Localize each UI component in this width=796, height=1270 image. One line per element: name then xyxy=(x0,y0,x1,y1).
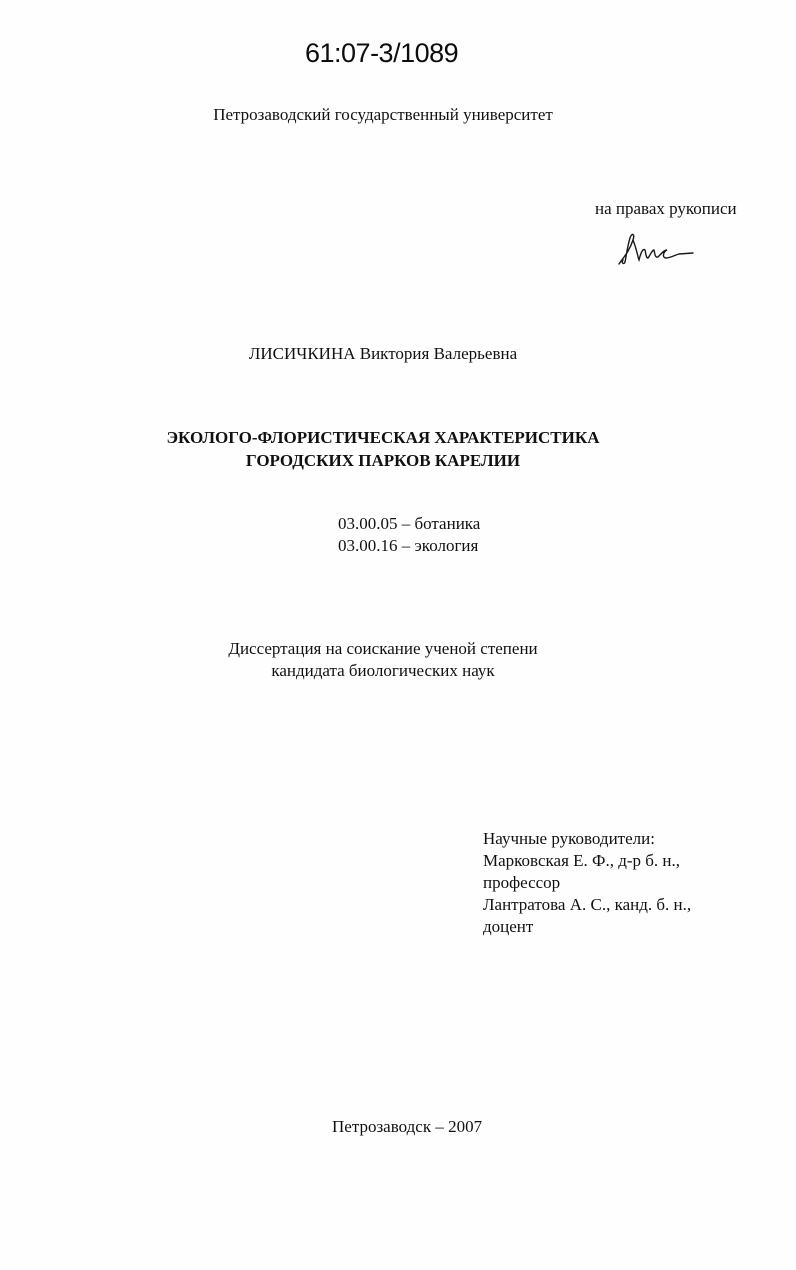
degree-line: Диссертация на соискание ученой степени xyxy=(228,639,538,658)
city-and-year: Петрозаводск – 2007 xyxy=(332,1117,483,1136)
supervisor-line: доцент xyxy=(483,917,534,936)
title-line: ЭКОЛОГО-ФЛОРИСТИЧЕСКАЯ ХАРАКТЕРИСТИКА xyxy=(166,428,600,447)
degree-line: кандидата биологических наук xyxy=(271,661,495,680)
specialty-codes xyxy=(338,513,480,557)
specialty-line: 03.00.05 – ботаника xyxy=(338,514,481,533)
supervisor-line: Лантратова А. С., канд. б. н., xyxy=(483,895,692,914)
manuscript-note: на правах рукописи xyxy=(595,199,737,218)
catalog-number: 61:07-3/1089 xyxy=(305,38,459,68)
title-line: ГОРОДСКИХ ПАРКОВ КАРЕЛИИ xyxy=(245,451,521,470)
dissertation-title xyxy=(0,426,796,472)
supervisors-heading: Научные руководители: xyxy=(483,829,655,848)
author-name: ЛИСИЧКИНА Виктория Валерьевна xyxy=(248,344,518,363)
specialty-line: 03.00.16 – экология xyxy=(338,536,479,555)
university-name: Петрозаводский государственный университет xyxy=(213,105,553,124)
handwritten-signature xyxy=(615,228,695,268)
supervisor-line: Марковская Е. Ф., д-р б. н., xyxy=(483,851,681,870)
supervisor-line: профессор xyxy=(483,873,561,892)
degree-statement xyxy=(0,638,796,682)
supervisors-block xyxy=(483,828,691,938)
